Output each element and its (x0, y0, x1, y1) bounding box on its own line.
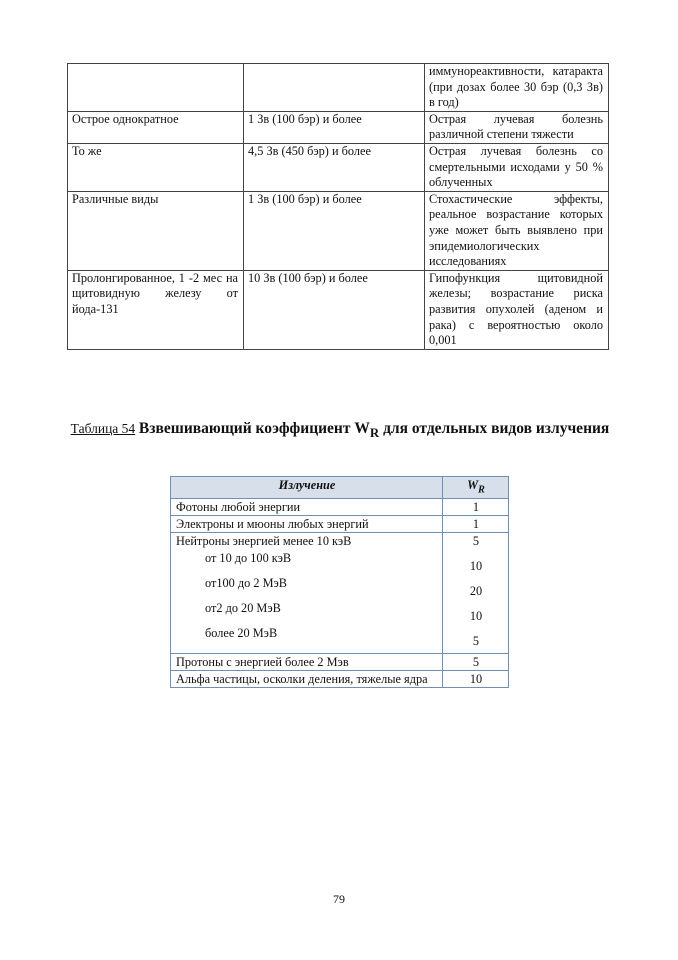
neutrons-sub-label: от 10 до 100 кэВ (205, 551, 292, 566)
neutrons-sub-value: 5 (472, 634, 480, 649)
radiation-label: Протоны с энергией более 2 Мэв (171, 654, 443, 671)
header-wr-sub: R (478, 484, 485, 496)
neutrons-sub-value: 10 (469, 609, 483, 624)
neutrons-sub-label: от2 до 20 МэВ (205, 601, 281, 616)
table-cell: 1 Зв (100 бэр) и более (244, 111, 425, 143)
table-cell: Гипофункция щитовидной железы; возрастание риска развития опухолей (аденом и рака) с вероятностью около 0,001 (425, 270, 609, 349)
table-row (68, 143, 609, 191)
table-row (68, 111, 609, 143)
table-cell: Различные виды (68, 191, 244, 270)
table-row (171, 516, 509, 533)
effects-table (67, 63, 609, 350)
table-cell: Стохастические эффекты, реальное возрастание которых уже может быть выявлено при эпидемиологических исследованиях (425, 191, 609, 270)
table-cell: Острое однократное (68, 111, 244, 143)
page-number: 79 (333, 892, 345, 906)
table-caption (60, 418, 620, 443)
wr-value: 5 (443, 654, 509, 671)
table-cell: Острая лучевая болезнь со смертельными исходами у 50 % облученных (425, 143, 609, 191)
table-row (68, 270, 609, 349)
caption-title-rest: для отдельных видов излучения (379, 420, 610, 437)
radiation-label: Электроны и мюоны любых энергий (171, 516, 443, 533)
table-cell: 10 Зв (100 бэр) и более (244, 270, 425, 349)
table-cell: Пролонгированное, 1 -2 мес на щитовидную железу от йода-131 (68, 270, 244, 349)
table-cell (68, 64, 244, 112)
caption-title (138, 420, 610, 441)
table-row (68, 64, 609, 112)
neutrons-sub-label: более 20 МэВ (205, 626, 278, 641)
table-cell: 1 Зв (100 бэр) и более (244, 191, 425, 270)
neutrons-label: Нейтроны энергией менее 10 кэВ (176, 534, 352, 549)
neutrons-sub-value: 10 (469, 559, 483, 574)
wr-value: 10 (443, 671, 509, 688)
neutrons-sub-value: 20 (469, 584, 483, 599)
wr-value (443, 533, 509, 654)
header-wr-main: W (467, 478, 479, 492)
table-row (171, 654, 509, 671)
table-cell: 4,5 Зв (450 бэр) и более (244, 143, 425, 191)
table-row (171, 671, 509, 688)
table-cell (244, 64, 425, 112)
neutrons-sub-label: от100 до 2 МэВ (205, 576, 287, 591)
table-header-row (171, 477, 509, 499)
table-row (171, 533, 509, 654)
caption-prefix: Таблица 54 (70, 421, 136, 436)
caption-title-sub: R (369, 425, 380, 441)
table-cell: То же (68, 143, 244, 191)
wr-value: 1 (443, 516, 509, 533)
neutrons-value: 5 (472, 534, 480, 549)
table-cell: Острая лучевая болезнь различной степени тяжести (425, 111, 609, 143)
table-cell: иммунореактивности, катаракта (при дозах более 30 бэр (0,3 Зв) в год) (425, 64, 609, 112)
table-row (171, 499, 509, 516)
radiation-label: Альфа частицы, осколки деления, тяжелые ядра (171, 671, 443, 688)
radiation-label: Фотоны любой энергии (171, 499, 443, 516)
table-row (68, 191, 609, 270)
header-wr (443, 477, 509, 499)
header-radiation: Излучение (171, 477, 443, 499)
radiation-label (171, 533, 443, 654)
caption-title-main: Взвешивающий коэффициент W (138, 420, 370, 437)
wr-value: 1 (443, 499, 509, 516)
weighting-factor-table (170, 476, 509, 688)
